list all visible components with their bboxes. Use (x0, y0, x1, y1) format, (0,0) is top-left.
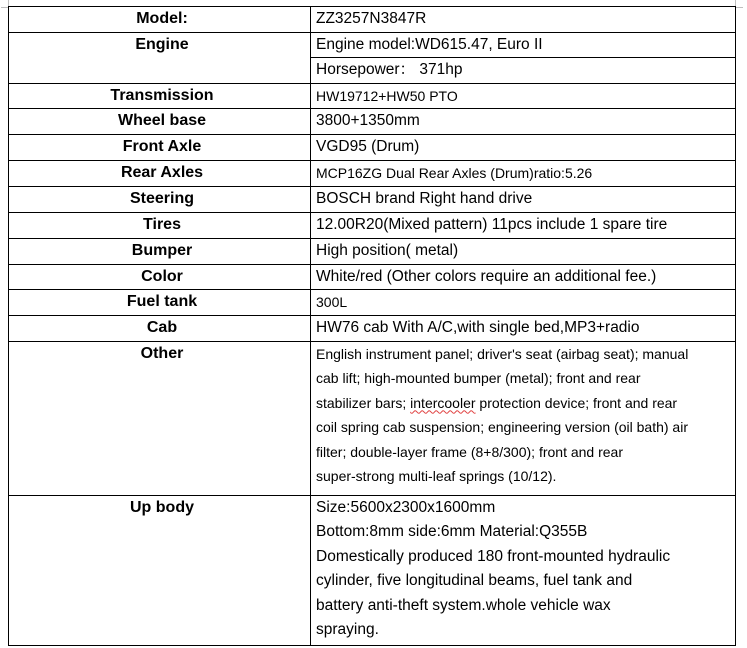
other-line: super-strong multi-leaf springs (10/12). (316, 468, 557, 485)
table-row (9, 238, 736, 264)
row-value-engine (311, 32, 736, 83)
other-line: coil spring cab suspension; engineering version (oil bath) air (316, 419, 688, 436)
table-row (9, 341, 736, 495)
up-body-line: Size:5600x2300x1600mm (316, 498, 496, 516)
other-text: protection device; front and rear (475, 394, 678, 411)
row-value-up-body (311, 495, 736, 645)
other-line: English instrument panel; driver's seat (airbag seat); manual (316, 345, 689, 362)
row-label-engine: Engine (9, 32, 311, 83)
row-value-tires: 12.00R20(Mixed pattern) 11pcs include 1 spare tire (311, 212, 736, 238)
table-row (9, 83, 736, 109)
table-row (9, 109, 736, 135)
row-label-up-body: Up body (9, 495, 311, 645)
other-line: filter; double-layer frame (8+8/300); front and rear (316, 443, 623, 460)
row-label-bumper: Bumper (9, 238, 311, 264)
row-label-fuel-tank: Fuel tank (9, 290, 311, 316)
row-value-model: ZZ3257N3847R (311, 7, 736, 33)
row-value-cab: HW76 cab With A/C,with single bed,MP3+radio (311, 316, 736, 342)
other-line (316, 391, 735, 416)
row-label-wheel-base: Wheel base (9, 109, 311, 135)
spec-table (8, 6, 736, 646)
table-row (9, 264, 736, 290)
row-label-model: Model: (9, 7, 311, 33)
up-body-line: battery anti-theft system.whole vehicle wax (316, 596, 611, 614)
table-row (9, 495, 736, 645)
table-row (9, 186, 736, 212)
row-label-tires: Tires (9, 212, 311, 238)
row-label-front-axle: Front Axle (9, 135, 311, 161)
row-label-steering: Steering (9, 186, 311, 212)
row-value-fuel-tank: 300L (311, 290, 736, 316)
table-row (9, 161, 736, 187)
up-body-line: Bottom:8mm side:6mm Material:Q355B (316, 523, 588, 540)
row-value-wheel-base: 3800+1350mm (311, 109, 736, 135)
row-label-rear-axles: Rear Axles (9, 161, 311, 187)
row-value-transmission: HW19712+HW50 PTO (311, 83, 736, 109)
corner-mark (735, 0, 743, 8)
engine-horsepower-line: Horsepower： 371hp (311, 57, 735, 83)
other-text: stabilizer bars; (316, 394, 411, 411)
engine-model-line: Engine model:WD615.47, Euro II (316, 35, 543, 53)
row-value-steering: BOSCH brand Right hand drive (311, 186, 736, 212)
row-label-other: Other (9, 341, 311, 495)
spellcheck-word: intercooler (410, 394, 476, 411)
table-row (9, 290, 736, 316)
table-row (9, 7, 736, 33)
row-value-rear-axles: MCP16ZG Dual Rear Axles (Drum)ratio:5.26 (311, 161, 736, 187)
row-label-cab: Cab (9, 316, 311, 342)
table-row (9, 316, 736, 342)
row-label-color: Color (9, 264, 311, 290)
up-body-line: cylinder, five longitudinal beams, fuel tank and (316, 572, 633, 589)
row-value-other (311, 341, 736, 495)
table-row (9, 212, 736, 238)
up-body-line: spraying. (316, 621, 379, 638)
row-label-transmission: Transmission (9, 83, 311, 109)
row-value-front-axle: VGD95 (Drum) (311, 135, 736, 161)
table-row (9, 32, 736, 83)
row-value-bumper: High position( metal) (311, 238, 736, 264)
up-body-line: Domestically produced 180 front-mounted hydraulic (316, 547, 671, 565)
row-value-color: White/red (Other colors require an additional fee.) (311, 264, 736, 290)
table-row (9, 135, 736, 161)
other-line: cab lift; high-mounted bumper (metal); front and rear (316, 370, 641, 387)
